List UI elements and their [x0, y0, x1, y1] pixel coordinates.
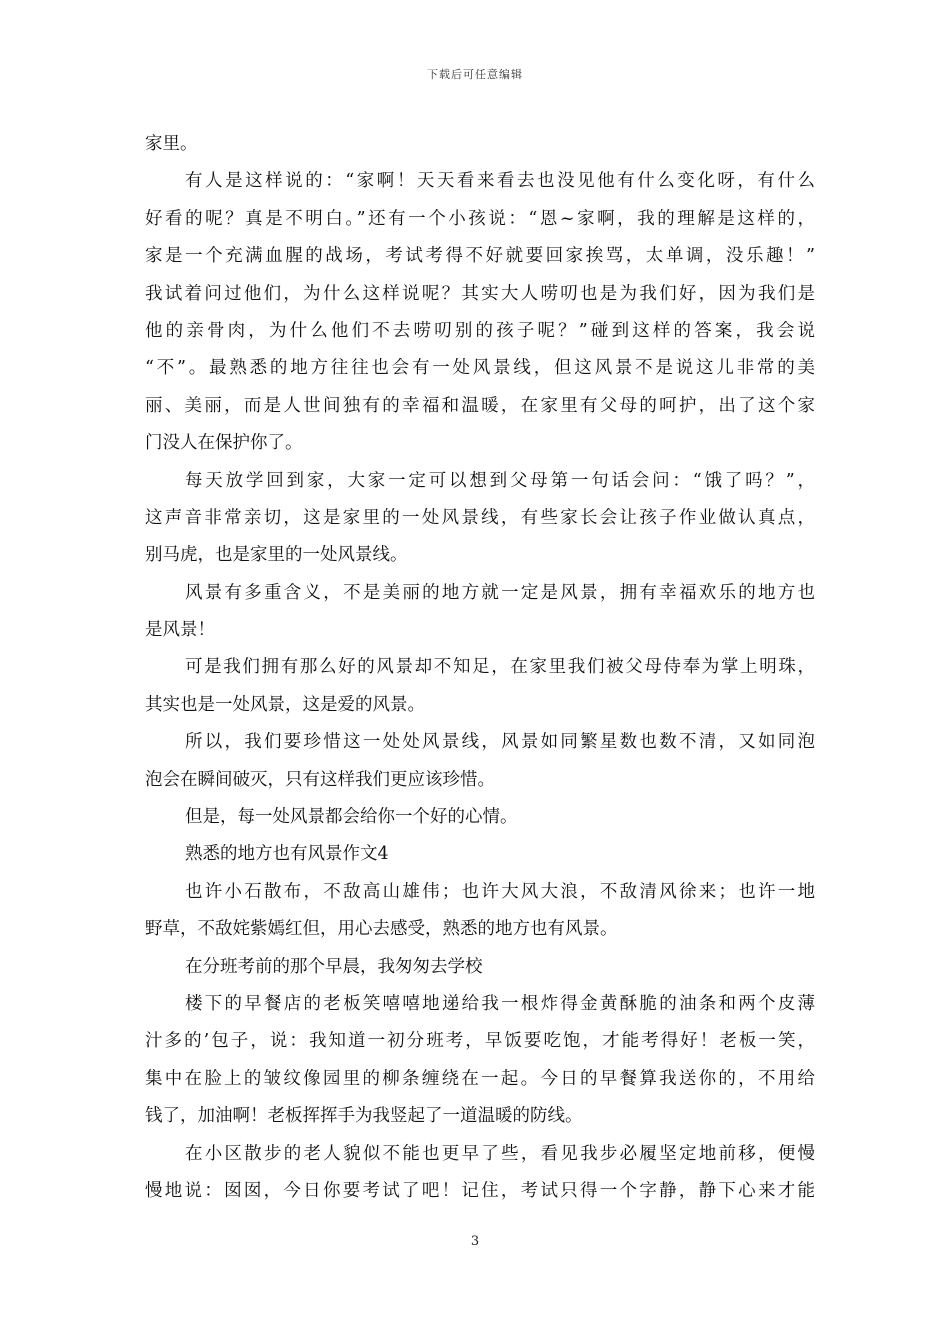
text-line: 但是，每一处风景都会给你一个好的心情。 [185, 807, 518, 828]
text-line: 是风景！ [145, 620, 215, 641]
text-line: 汁多的’包子，说：我知道一初分班考，早饭要吃饱，才能考得好！老板一笑， [145, 1031, 815, 1052]
text-line: 有人是这样说的：“家啊！天天看来看去也没见他有什么变化呀，有什么 [185, 171, 815, 192]
text-line: 他的亲骨肉，为什么他们不去唠叨别的孩子呢？”碰到这样的答案，我会说 [145, 320, 815, 341]
text-line: 楼下的早餐店的老板笑嘻嘻地递给我一根炸得金黄酥脆的油条和两个皮薄 [185, 993, 815, 1014]
text-line: 集中在脸上的皱纹像园里的柳条缠绕在一起。今日的早餐算我送你的，不用给 [145, 1068, 815, 1089]
text-line: 每天放学回到家，大家一定可以想到父母第一句话会问：“饿了吗？”， [185, 470, 815, 491]
text-line: 所以，我们要珍惜这一处处风景线，风景如同繁星数也数不清，又如同泡 [185, 732, 815, 753]
page-number: 3 [470, 1234, 480, 1249]
text-line: 丽、美丽，而是人世间独有的幸福和温暖，在家里有父母的呵护，出了这个家 [145, 395, 815, 416]
text-line: 别马虎，也是家里的一处风景线。 [145, 545, 408, 566]
text-line: 熟悉的地方也有风景作文4 [185, 844, 389, 865]
text-line: 在小区散步的老人貌似不能也更早了些，看见我步必履坚定地前移，便慢 [185, 1143, 815, 1164]
text-line: 风景有多重含义，不是美丽的地方就一定是风景，拥有幸福欢乐的地方也 [185, 582, 815, 603]
text-line: 其实也是一处风景，这是爱的风景。 [145, 694, 425, 715]
text-line: 野草，不敌姹紫嫣红但，用心去感受，熟悉的地方也有风景。 [145, 919, 618, 940]
text-line: 家是一个充满血腥的战场，考试考得不好就要回家挨骂，太单调，没乐趣！” [145, 246, 815, 267]
text-line: 门没人在保护你了。 [145, 433, 303, 454]
text-line: 慢地说：囡囡，今日你要考试了吧！记住，考试只得一个字静，静下心来才能 [145, 1180, 815, 1201]
text-line: 钱了，加油啊！老板挥挥手为我竖起了一道温暖的防线。 [145, 1106, 583, 1127]
text-line: 家里。 [145, 134, 198, 154]
text-line: 好看的呢？真是不明白。”还有一个小孩说：“恩~家啊，我的理解是这样的， [145, 208, 815, 229]
page-header-note: 下载后可任意编辑 [427, 68, 523, 81]
text-line: 也许小石散布，不敌高山雄伟；也许大风大浪，不敌清风徐来；也许一地 [185, 881, 815, 902]
text-line: 这声音非常亲切，这是家里的一处风景线，有些家长会让孩子作业做认真点， [145, 507, 815, 528]
document-body [145, 126, 815, 1210]
text-line: “不”。最熟悉的地方往往也会有一处风景线，但这风景不是说这儿非常的美 [145, 358, 815, 379]
text-line: 泡会在瞬间破灭，只有这样我们更应该珍惜。 [145, 769, 495, 790]
text-line: 在分班考前的那个早晨，我匆匆去学校 [185, 956, 483, 977]
text-line: 我试着问过他们，为什么这样说呢？其实大人唠叨也是为我们好，因为我们是 [145, 283, 815, 304]
text-line: 可是我们拥有那么好的风景却不知足，在家里我们被父母侍奉为掌上明珠， [185, 657, 815, 678]
